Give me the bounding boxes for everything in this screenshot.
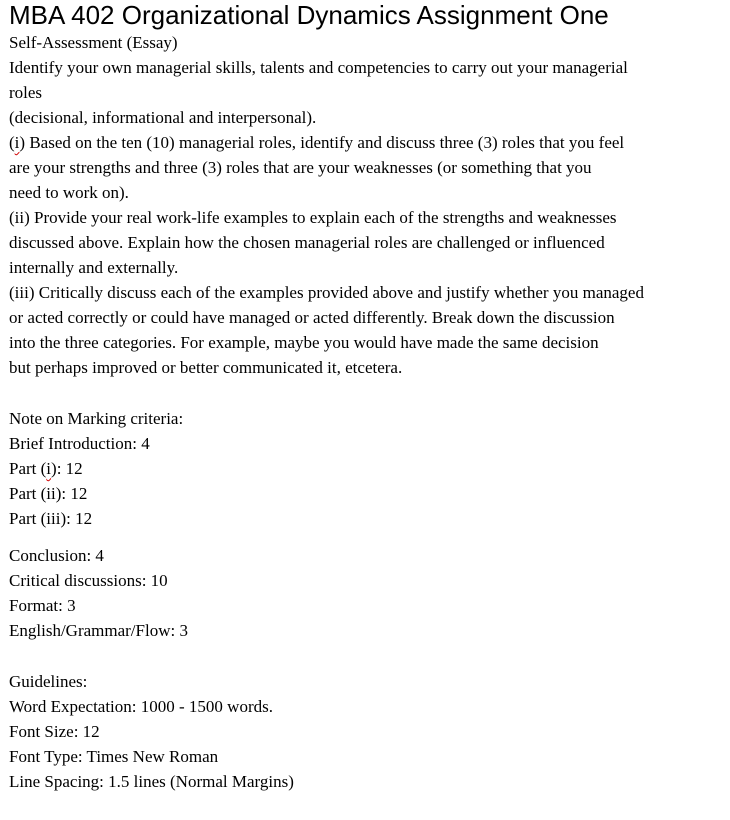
marking-english: English/Grammar/Flow: 3 [9, 621, 188, 640]
guideline-font-type: Font Type: Times New Roman [9, 747, 219, 766]
part-iii-line: (iii) Critically discuss each of the examples provided above and justify whether you managed [9, 283, 644, 302]
intro-line: Identify your own managerial skills, talents and competencies to carry out your managerial [9, 58, 628, 77]
marking-part-i [9, 456, 721, 481]
spellcheck-marked-word[interactable]: i [14, 133, 20, 152]
intro-line: roles [9, 83, 43, 102]
part-i-text: ) Based on the ten (10) managerial roles, identify and discuss three (3) roles that you feel [19, 133, 625, 152]
blank-space [9, 531, 721, 543]
guideline-line-spacing: Line Spacing: 1.5 lines (Normal Margins) [9, 772, 294, 791]
blank-space [9, 643, 721, 669]
part-i-line: are your strengths and three (3) roles that are your weaknesses (or something that you [9, 158, 592, 177]
marking-part-i-prefix: Part ( [9, 459, 47, 478]
document-body [9, 0, 721, 794]
intro-line: (decisional, informational and interpersonal). [9, 108, 317, 127]
part-iii-line: or acted correctly or could have managed or acted differently. Break down the discussion [9, 308, 615, 327]
part-i-prefix: ( [9, 133, 15, 152]
marking-part-iii: Part (iii): 12 [9, 509, 93, 528]
marking-heading: Note on Marking criteria: [9, 409, 184, 428]
guideline-word-expectation: Word Expectation: 1000 - 1500 words. [9, 697, 273, 716]
part-iii-line: into the three categories. For example, maybe you would have made the same decision [9, 333, 599, 352]
marking-format: Format: 3 [9, 596, 76, 615]
part-ii-line: internally and externally. [9, 258, 179, 277]
document-subtitle: Self-Assessment (Essay) [9, 33, 178, 52]
marking-critical: Critical discussions: 10 [9, 571, 168, 590]
part-i-line: need to work on). [9, 183, 129, 202]
part-ii-line: (ii) Provide your real work-life examples to explain each of the strengths and weaknesses [9, 208, 617, 227]
guidelines-heading: Guidelines: [9, 672, 88, 691]
marking-brief-intro: Brief Introduction: 4 [9, 434, 150, 453]
part-iii-line: but perhaps improved or better communicated it, etcetera. [9, 358, 403, 377]
spellcheck-marked-word[interactable]: i [46, 459, 52, 478]
part-ii-line: discussed above. Explain how the chosen managerial roles are challenged or influenced [9, 233, 605, 252]
marking-part-i-suffix: ): 12 [51, 459, 83, 478]
document-title: MBA 402 Organizational Dynamics Assignment One [9, 0, 609, 30]
blank-space [9, 380, 721, 406]
guideline-font-size: Font Size: 12 [9, 722, 100, 741]
marking-conclusion: Conclusion: 4 [9, 546, 104, 565]
part-i-line [9, 130, 721, 155]
marking-part-ii: Part (ii): 12 [9, 484, 88, 503]
